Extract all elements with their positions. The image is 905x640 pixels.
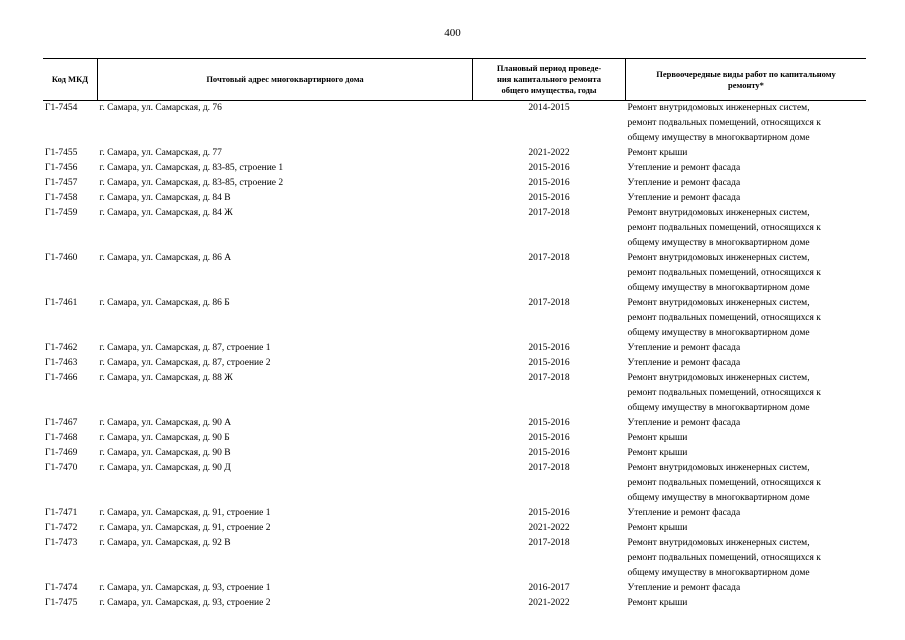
cell-address: г. Самара, ул. Самарская, д. 90 Д [99,463,231,473]
cell-code: Г1-7472 [45,523,78,533]
table-header-row [43,59,866,101]
cell-period: 2015-2016 [528,433,570,443]
cell-works [626,431,867,446]
works-line: Ремонт внутридомовых инженерных систем, [627,373,810,383]
capital-repair-table [43,58,866,611]
cell-period: 2014-2015 [528,103,570,113]
cell-works [626,461,867,506]
cell-code: Г1-7454 [45,103,78,113]
works-line: ремонт подвальных помещений, относящихся к [627,388,821,398]
cell-address: г. Самара, ул. Самарская, д. 84 Ж [99,208,233,218]
works-line: Утепление и ремонт фасада [627,193,741,203]
cell-address: г. Самара, ул. Самарская, д. 83-85, строение 1 [99,163,284,173]
table-row [43,356,866,371]
cell-code: Г1-7459 [45,208,78,218]
cell-period: 2021-2022 [528,523,570,533]
cell-address: г. Самара, ул. Самарская, д. 83-85, строение 2 [99,178,284,188]
works-line: ремонт подвальных помещений, относящихся к [627,118,821,128]
cell-period: 2015-2016 [528,178,570,188]
cell-period: 2017-2018 [528,253,570,263]
works-line: Утепление и ремонт фасада [627,178,741,188]
cell-period: 2016-2017 [528,583,570,593]
cell-address: г. Самара, ул. Самарская, д. 76 [99,103,222,113]
table-row [43,521,866,536]
cell-works [626,506,867,521]
works-line: общему имуществу в многоквартирном доме [627,133,810,143]
cell-address: г. Самара, ул. Самарская, д. 90 Б [99,433,230,443]
works-line: Ремонт крыши [627,148,688,158]
cell-works [626,416,867,431]
works-line: общему имуществу в многоквартирном доме [627,493,810,503]
cell-code: Г1-7463 [45,358,78,368]
works-line: ремонт подвальных помещений, относящихся к [627,268,821,278]
cell-code: Г1-7462 [45,343,78,353]
table-row [43,341,866,356]
works-line: ремонт подвальных помещений, относящихся к [627,478,821,488]
table-row [43,431,866,446]
cell-period: 2017-2018 [528,208,570,218]
cell-period: 2017-2018 [528,463,570,473]
cell-works [626,341,867,356]
table-row [43,251,866,296]
works-line: Ремонт внутридомовых инженерных систем, [627,463,810,473]
table-row [43,416,866,431]
works-line: Утепление и ремонт фасада [627,343,741,353]
cell-address: г. Самара, ул. Самарская, д. 91, строение 1 [99,508,271,518]
table-row [43,596,866,611]
cell-period: 2017-2018 [528,298,570,308]
cell-works [626,176,867,191]
works-line: общему имуществу в многоквартирном доме [627,238,810,248]
cell-works [626,581,867,596]
works-line: Утепление и ремонт фасада [627,163,741,173]
header-address: Почтовый адрес многоквартирного дома [98,59,473,101]
cell-address: г. Самара, ул. Самарская, д. 93, строение 2 [99,598,271,608]
cell-works [626,251,867,296]
table-row [43,371,866,416]
works-line: Ремонт крыши [627,598,688,608]
header-period [473,59,626,101]
works-line: ремонт подвальных помещений, относящихся к [627,313,821,323]
cell-code: Г1-7455 [45,148,78,158]
table-row [43,506,866,521]
works-line: Утепление и ремонт фасада [627,358,741,368]
works-line: общему имуществу в многоквартирном доме [627,283,810,293]
works-line: Утепление и ремонт фасада [627,583,741,593]
table-row [43,191,866,206]
cell-address: г. Самара, ул. Самарская, д. 90 В [99,448,231,458]
cell-period: 2015-2016 [528,418,570,428]
cell-works [626,161,867,176]
table-row [43,146,866,161]
works-line: Ремонт крыши [627,448,688,458]
cell-works [626,596,867,611]
works-line: Ремонт крыши [627,523,688,533]
cell-code: Г1-7466 [45,373,78,383]
works-line: общему имуществу в многоквартирном доме [627,568,810,578]
table-row [43,461,866,506]
cell-address: г. Самара, ул. Самарская, д. 88 Ж [99,373,233,383]
cell-works [626,521,867,536]
cell-works [626,101,867,147]
header-works-line: ремонту* [728,79,764,90]
works-line: Ремонт внутридомовых инженерных систем, [627,538,810,548]
cell-period: 2015-2016 [528,343,570,353]
cell-code: Г1-7470 [45,463,78,473]
works-line: Ремонт внутридомовых инженерных систем, [627,253,810,263]
cell-address: г. Самара, ул. Самарская, д. 87, строение 2 [99,358,271,368]
works-line: Ремонт внутридомовых инженерных систем, [627,298,810,308]
cell-code: Г1-7458 [45,193,78,203]
table-row [43,206,866,251]
header-period-line: Плановый период проведе- [496,63,602,73]
cell-period: 2015-2016 [528,193,570,203]
cell-code: Г1-7460 [45,253,78,263]
cell-period: 2015-2016 [528,163,570,173]
table-row [43,101,866,147]
works-line: Ремонт внутридомовых инженерных систем, [627,208,810,218]
cell-works [626,296,867,341]
header-works-line: Первоочередные виды работ по капитальному [656,68,836,79]
cell-code: Г1-7471 [45,508,78,518]
works-line: ремонт подвальных помещений, относящихся к [627,223,821,233]
works-line: общему имуществу в многоквартирном доме [627,328,810,338]
cell-period: 2021-2022 [528,148,570,158]
cell-works [626,191,867,206]
table-row [43,296,866,341]
table-body [43,101,866,612]
works-line: Утепление и ремонт фасада [627,508,741,518]
works-line: Ремонт крыши [627,433,688,443]
cell-code: Г1-7467 [45,418,78,428]
table-row [43,176,866,191]
cell-works [626,356,867,371]
table-row [43,161,866,176]
cell-works [626,536,867,581]
works-line: ремонт подвальных помещений, относящихся к [627,553,821,563]
cell-period: 2021-2022 [528,598,570,608]
cell-address: г. Самара, ул. Самарская, д. 86 Б [99,298,230,308]
works-line: Утепление и ремонт фасада [627,418,741,428]
cell-works [626,146,867,161]
table-row [43,581,866,596]
cell-period: 2017-2018 [528,373,570,383]
header-period-line: ния капитального ремонта [496,74,602,84]
header-works [626,59,867,101]
cell-works [626,446,867,461]
cell-code: Г1-7461 [45,298,78,308]
header-period-line: общего имущества, годы [501,85,597,95]
cell-code: Г1-7473 [45,538,78,548]
page-number: 400 [444,27,461,39]
cell-address: г. Самара, ул. Самарская, д. 87, строение 1 [99,343,271,353]
table-row [43,536,866,581]
cell-period: 2015-2016 [528,448,570,458]
cell-address: г. Самара, ул. Самарская, д. 92 В [99,538,231,548]
cell-address: г. Самара, ул. Самарская, д. 90 А [99,418,232,428]
cell-works [626,206,867,251]
cell-works [626,371,867,416]
cell-period: 2015-2016 [528,508,570,518]
cell-code: Г1-7468 [45,433,78,443]
cell-period: 2015-2016 [528,358,570,368]
cell-address: г. Самара, ул. Самарская, д. 86 А [99,253,232,263]
cell-code: Г1-7456 [45,163,78,173]
cell-address: г. Самара, ул. Самарская, д. 93, строение 1 [99,583,271,593]
works-line: Ремонт внутридомовых инженерных систем, [627,103,810,113]
cell-address: г. Самара, ул. Самарская, д. 84 В [99,193,231,203]
table-row [43,446,866,461]
cell-address: г. Самара, ул. Самарская, д. 91, строение 2 [99,523,271,533]
cell-code: Г1-7475 [45,598,78,608]
cell-code: Г1-7457 [45,178,78,188]
cell-code: Г1-7474 [45,583,78,593]
cell-period: 2017-2018 [528,538,570,548]
header-code: Код МКД [43,59,98,101]
cell-code: Г1-7469 [45,448,78,458]
cell-address: г. Самара, ул. Самарская, д. 77 [99,148,222,158]
works-line: общему имуществу в многоквартирном доме [627,403,810,413]
